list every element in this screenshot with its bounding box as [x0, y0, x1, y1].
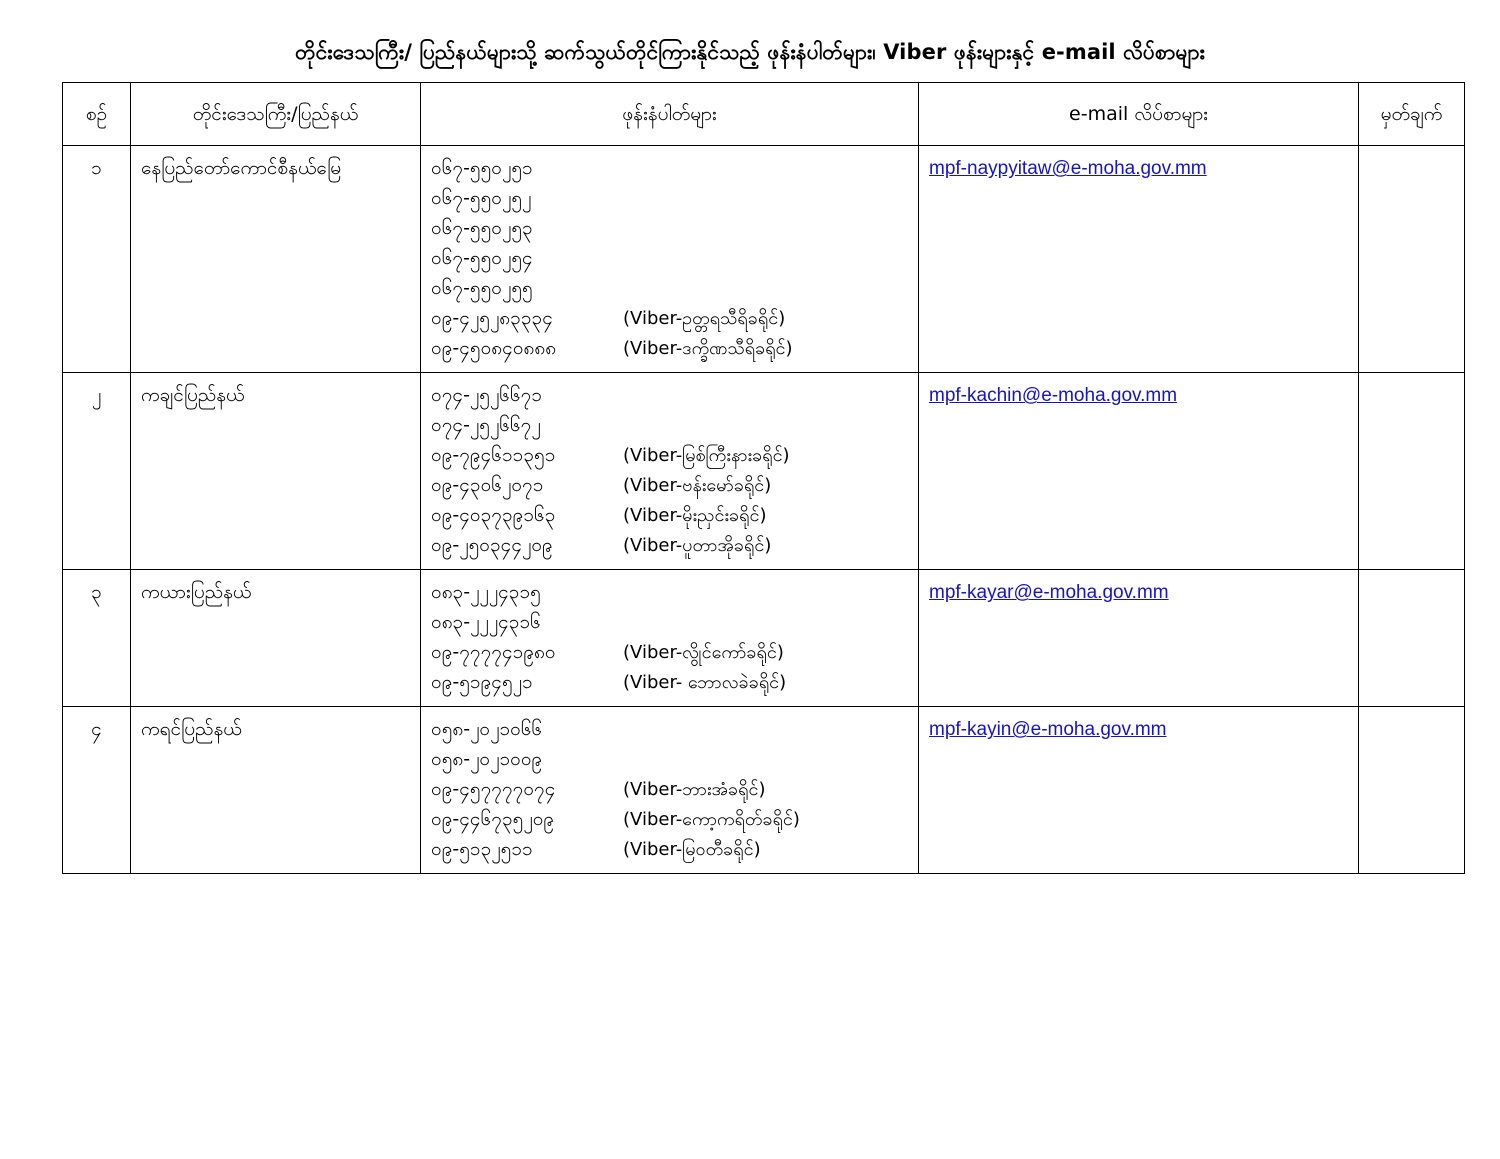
phone-entry: [431, 608, 908, 638]
phone-number: ၀၉-၅၁၃၂၅၁၁: [431, 838, 533, 861]
phone-note: (Viber-ဥတ္တရသီရိခရိုင်): [623, 308, 786, 330]
table-body: [63, 146, 1465, 874]
phone-note: (Viber-မိုးညှင်းခရိုင်): [623, 505, 767, 527]
phone-entry: [431, 304, 908, 334]
phone-list: [421, 570, 919, 707]
remark-cell: [1359, 707, 1465, 874]
column-header-no: စဉ်: [63, 83, 131, 146]
phone-note: (Viber-ဗန်းမော်ခရိုင်): [623, 475, 772, 497]
column-header-remark: မှတ်ချက်: [1359, 83, 1465, 146]
phone-entry: [431, 835, 908, 865]
column-header-region: တိုင်းဒေသကြီး/ပြည်နယ်: [131, 83, 421, 146]
email-cell: [919, 707, 1359, 874]
phone-entry: [431, 381, 908, 411]
phone-list: [421, 707, 919, 874]
column-header-email: e-mail လိပ်စာများ: [919, 83, 1359, 146]
phone-number: ၀၆၇-၅၅၀၂၅၁: [431, 157, 533, 180]
phone-number: ၀၆၇-၅၅၀၂၅၄: [431, 247, 533, 270]
remark-cell: [1359, 570, 1465, 707]
phone-entry: [431, 578, 908, 608]
email-link[interactable]: mpf-kayin@e-moha.gov.mm: [929, 719, 1167, 741]
phone-entry: [431, 715, 908, 745]
phone-number: ၀၉-၄၄၆၇၃၅၂၀၉: [431, 808, 555, 831]
phone-entry: [431, 745, 908, 775]
phone-number: ၀၉-၄၅၇၇၇၇၀၇၄: [431, 778, 556, 801]
page-title: တိုင်းဒေသကြီး/ ပြည်နယ်များသို့ ဆက်သွယ်တိုင်ကြားနိုင်သည့် ဖုန်းနံပါတ်များ၊ Viber ဖုန်းများနှင့် e-mail လိပ်စာများ: [295, 40, 1205, 64]
phone-entry: [431, 334, 908, 364]
remark-cell: [1359, 146, 1465, 373]
region-name: ကရင်ပြည်နယ်: [131, 707, 421, 874]
table-row: [63, 146, 1465, 373]
phone-number: ၀၉-၂၅၀၃၄၄၂၀၉: [431, 534, 553, 557]
table-header-row: [63, 83, 1465, 146]
phone-number: ၀၈၃-၂၂၂၄၃၁၅: [431, 581, 541, 604]
row-number: ၂: [63, 373, 131, 570]
phone-number: ၀၇၄-၂၅၂၆၆၇၁: [431, 384, 543, 407]
phone-entry: [431, 214, 908, 244]
phone-number: ၀၆၇-၅၅၀၂၅၅: [431, 277, 533, 300]
contact-table: [62, 82, 1465, 874]
region-name: ကယားပြည်နယ်: [131, 570, 421, 707]
row-number: ၄: [63, 707, 131, 874]
table-row: [63, 707, 1465, 874]
email-cell: [919, 373, 1359, 570]
phone-number: ၀၈၃-၂၂၂၄၃၁၆: [431, 611, 541, 634]
phone-entry: [431, 274, 908, 304]
phone-entry: [431, 501, 908, 531]
phone-number: ၀၉-၇၉၄၆၁၁၃၅၁: [431, 444, 556, 467]
row-number: ၁: [63, 146, 131, 373]
phone-entry: [431, 411, 908, 441]
email-link[interactable]: mpf-kachin@e-moha.gov.mm: [929, 385, 1178, 407]
email-link[interactable]: mpf-naypyitaw@e-moha.gov.mm: [929, 158, 1207, 180]
remark-cell: [1359, 373, 1465, 570]
phone-number: ၀၇၄-၂၅၂၆၆၇၂: [431, 414, 541, 437]
table-row: [63, 373, 1465, 570]
table-row: [63, 570, 1465, 707]
phone-number: ၀၉-၄၃၀၆၂၀၇၁: [431, 474, 544, 497]
phone-number: ၀၆၇-၅၅၀၂၅၃: [431, 217, 533, 240]
phone-note: (Viber-ဒက္ခိဏသီရိခရိုင်): [623, 338, 793, 360]
phone-entry: [431, 471, 908, 501]
phone-number: ၀၉-၄၅၀၈၄၀၈၈၈: [431, 337, 557, 360]
phone-note: (Viber-ကော့ကရိတ်ခရိုင်): [623, 809, 800, 831]
phone-entry: [431, 441, 908, 471]
phone-note: (Viber-မြစ်ကြီးနားခရိုင်): [623, 445, 790, 467]
phone-number: ၀၅၈-၂၀၂၁၀၆၆: [431, 718, 543, 741]
phone-note: (Viber-လွိုင်ကော်ခရိုင်): [623, 642, 784, 664]
phone-note: (Viber-ဘားအံခရိုင်): [623, 779, 766, 801]
phone-note: (Viber- ဘောလခဲခရိုင်): [623, 672, 787, 694]
table-header: [63, 83, 1465, 146]
phone-note: (Viber-မြဝတီခရိုင်): [623, 839, 761, 861]
phone-number: ၀၅၈-၂၀၂၁၀၀၉: [431, 748, 543, 771]
phone-entry: [431, 184, 908, 214]
phone-entry: [431, 668, 908, 698]
phone-entry: [431, 531, 908, 561]
email-link[interactable]: mpf-kayar@e-moha.gov.mm: [929, 582, 1169, 604]
email-cell: [919, 146, 1359, 373]
column-header-phones: ဖုန်းနံပါတ်များ: [421, 83, 919, 146]
phone-number: ၀၉-၇၇၇၇၄၁၉၈၀: [431, 641, 556, 664]
phone-number: ၀၉-၄၀၃၇၃၉၁၆၃: [431, 504, 556, 527]
phone-entry: [431, 244, 908, 274]
region-name: ကချင်ပြည်နယ်: [131, 373, 421, 570]
phone-entry: [431, 805, 908, 835]
phone-number: ၀၆၇-၅၅၀၂၅၂: [431, 187, 532, 210]
phone-list: [421, 146, 919, 373]
phone-number: ၀၉-၄၂၅၂၈၃၃၃၄: [431, 307, 553, 330]
region-name: နေပြည်တော်ကောင်စီနယ်မြေ: [131, 146, 421, 373]
phone-note: (Viber-ပူတာအိုခရိုင်): [623, 535, 772, 557]
email-cell: [919, 570, 1359, 707]
phone-entry: [431, 638, 908, 668]
phone-entry: [431, 775, 908, 805]
phone-list: [421, 373, 919, 570]
row-number: ၃: [63, 570, 131, 707]
phone-number: ၀၉-၅၁၉၄၅၂၁: [431, 671, 533, 694]
phone-entry: [431, 154, 908, 184]
